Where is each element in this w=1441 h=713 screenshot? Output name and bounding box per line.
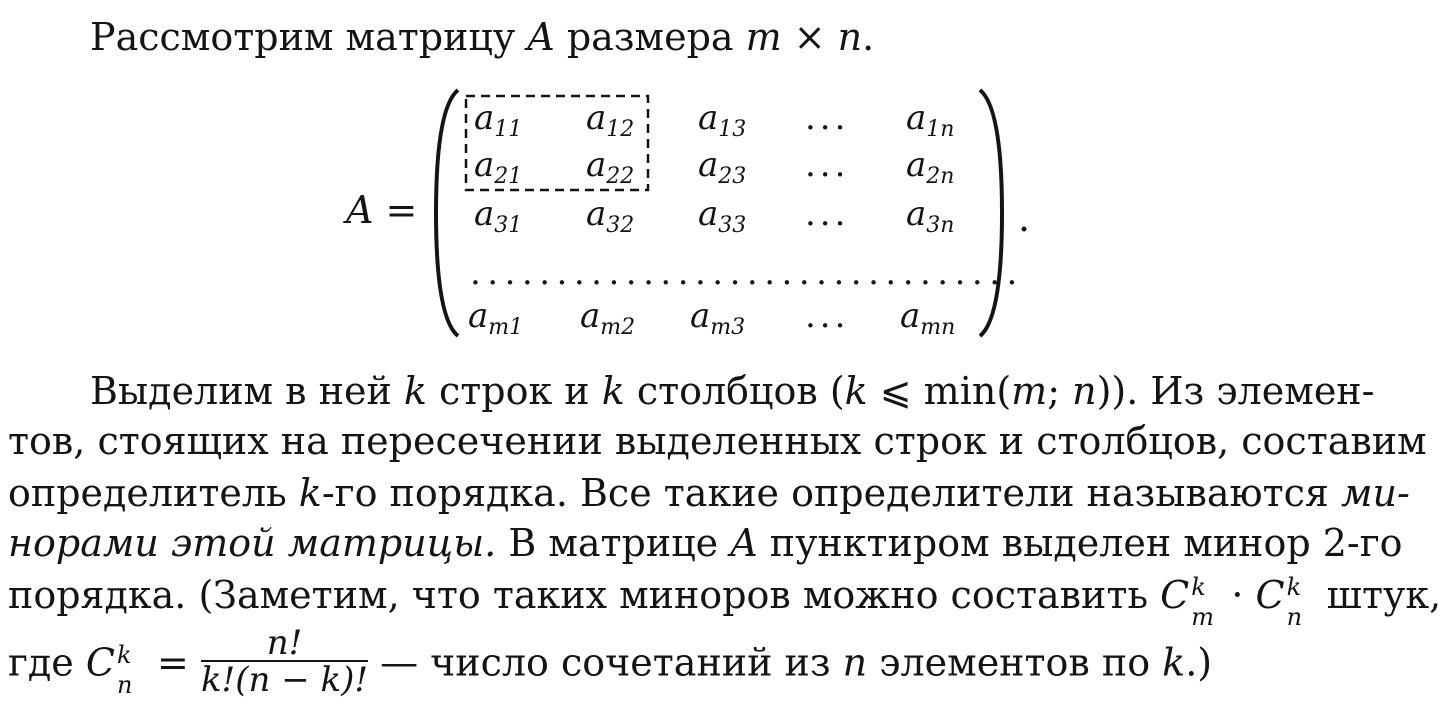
para-line-3: определитель k-го порядка. Все такие определители называются ми- (8, 471, 1410, 515)
cell-a13: $a_{13}$ (698, 98, 747, 142)
matrix-display (340, 88, 1040, 338)
intro-end: . (862, 15, 875, 59)
intro-text: Рассмотрим матрицу (90, 15, 528, 59)
para-line-5: порядка. (Заметим, что таких миноров можно составить C k m · C k n штук, (8, 573, 1441, 631)
cell-a31: $a_{31}$ (474, 194, 523, 238)
cell-dots-3: ... (805, 194, 850, 234)
para-line-6: где C k n = $\frac{n!}{k!(n - k)!}$ — число сочетаний из n элементов по k.) (8, 623, 1213, 700)
cell-am3: $a_{m3}$ (690, 296, 746, 340)
cell-a12: $a_{12}$ (586, 98, 635, 142)
right-paren (980, 90, 1002, 336)
left-paren (436, 90, 458, 336)
cell-am1: $a_{m1}$ (468, 296, 524, 340)
intro-mid: размера (554, 15, 746, 59)
matrix-dims: m × n (745, 15, 863, 59)
cell-a3n: $a_{3n}$ (906, 194, 955, 238)
cell-am2: $a_{m2}$ (580, 296, 636, 340)
cell-a2n: $a_{2n}$ (906, 145, 955, 189)
cell-a11: $a_{11}$ (474, 98, 523, 142)
cell-a32: $a_{32}$ (586, 194, 635, 238)
para-line-2: тов, стоящих на пересечении выделенных строк и столбцов, составим (8, 419, 1427, 463)
term-minors-part2: норами этой матрицы. (8, 521, 497, 565)
cell-dots-1: ... (805, 98, 850, 138)
cell-a23: $a_{23}$ (698, 145, 747, 189)
cell-a21: $a_{21}$ (474, 145, 523, 189)
matrix-label: A = (346, 188, 418, 232)
cell-a1n: $a_{1n}$ (906, 98, 955, 142)
matrix-end-period: . (1018, 196, 1031, 240)
cell-dots-5: ... (805, 296, 850, 336)
matrix-var: A (527, 15, 555, 59)
binomial-fraction: $\frac{n!}{k!(n - k)!}$ (200, 623, 369, 700)
cell-a33: $a_{33}$ (698, 194, 747, 238)
cell-dots-2: ... (805, 145, 850, 185)
para-line-1: Выделим в ней k строк и k столбцов (k ⩽ min(m; n)). Из элемен- (90, 369, 1375, 413)
intro-line (90, 14, 874, 60)
matrix-dot-row: ................................ (470, 253, 1024, 293)
cell-a22: $a_{22}$ (586, 145, 635, 189)
para-line-4: норами этой матрицы. В матрице A пунктиром выделен минор 2-го (8, 521, 1403, 565)
cell-amn: $a_{mn}$ (900, 296, 956, 340)
term-minors-part1: ми- (1340, 471, 1410, 515)
